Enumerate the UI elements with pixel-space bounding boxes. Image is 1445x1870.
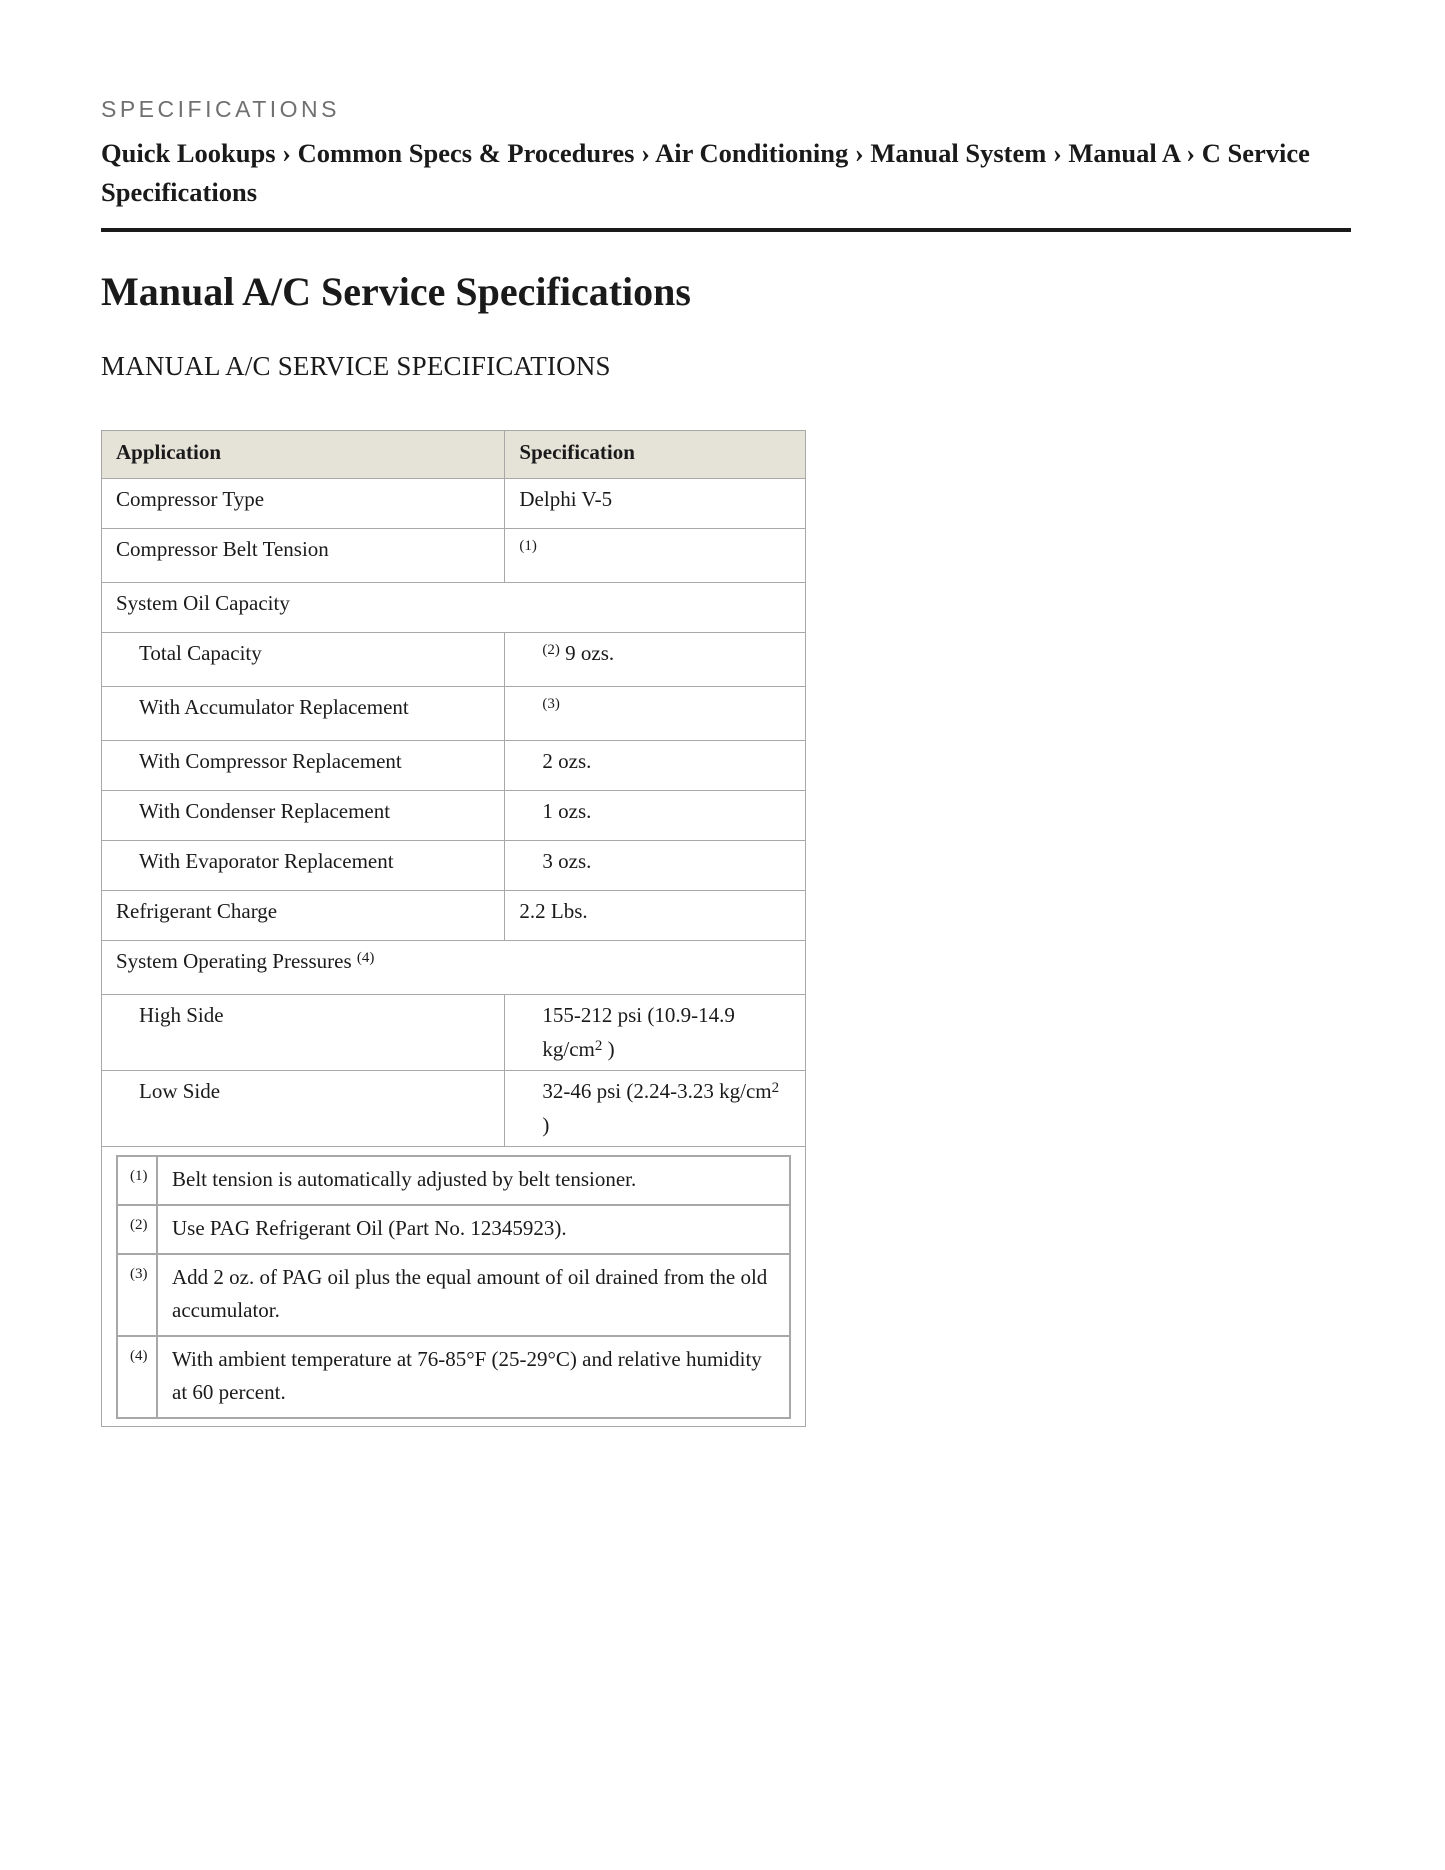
row-label [102, 941, 806, 995]
exponent: 2 [771, 1080, 780, 1096]
footnote-item [117, 1254, 790, 1336]
footnote-text: With ambient temperature at 76-85°F (25-29°C) and relative humidity at 60 percent. [157, 1336, 790, 1418]
value-text: ) [602, 1037, 615, 1061]
row-label: With Evaporator Replacement [102, 841, 505, 891]
breadcrumb-item-air-conditioning[interactable]: Air Conditioning [655, 138, 849, 168]
footnote-mark: (3) [117, 1254, 157, 1336]
label-text: System Operating Pressures [116, 949, 352, 973]
footnote-text: Belt tension is automatically adjusted by belt tensioner. [157, 1156, 790, 1205]
row-label: Total Capacity [102, 633, 505, 687]
row-value [505, 995, 806, 1071]
footnote-ref[interactable]: (3) [542, 696, 560, 712]
footnote-mark: (4) [117, 1336, 157, 1418]
section-title: MANUAL A/C SERVICE SPECIFICATIONS [101, 351, 611, 381]
table-row [102, 479, 806, 529]
row-value [505, 687, 806, 741]
row-label: With Accumulator Replacement [102, 687, 505, 741]
column-header-specification: Specification [505, 431, 806, 479]
footnote-mark: (2) [117, 1205, 157, 1254]
spec-table [101, 430, 806, 1427]
row-label: With Compressor Replacement [102, 741, 505, 791]
row-label: Low Side [102, 1071, 505, 1147]
value-text: 32-46 psi (2.24-3.23 kg/cm [542, 1079, 772, 1103]
column-header-application: Application [102, 431, 505, 479]
table-row [102, 633, 806, 687]
breadcrumb-separator: › [282, 138, 298, 168]
footnotes-table [116, 1155, 791, 1419]
footnote-text: Add 2 oz. of PAG oil plus the equal amount of oil drained from the old accumulator. [157, 1254, 790, 1336]
footnotes-row [102, 1147, 806, 1427]
breadcrumb-item-common-specs[interactable]: Common Specs & Procedures [297, 138, 635, 168]
row-label: System Oil Capacity [102, 583, 806, 633]
table-row [102, 741, 806, 791]
value-text: ) [542, 1113, 550, 1137]
row-value: 2.2 Lbs. [505, 891, 806, 941]
row-label: Refrigerant Charge [102, 891, 505, 941]
table-row [102, 1071, 806, 1147]
row-value: 2 ozs. [505, 741, 806, 791]
breadcrumb-item-manual-system[interactable]: Manual System [870, 138, 1047, 168]
footnotes-cell [102, 1147, 806, 1427]
row-value [505, 633, 806, 687]
section-eyebrow: SPECIFICATIONS [101, 96, 340, 122]
page-title: Manual A/C Service Specifications [101, 269, 691, 314]
value-text: 155-212 psi (10.9-14.9 kg/cm [542, 1003, 735, 1061]
breadcrumb-separator: › [854, 138, 871, 168]
row-value: Delphi V-5 [505, 479, 806, 529]
row-label: Compressor Type [102, 479, 505, 529]
footnote-item [117, 1205, 790, 1254]
exponent: 2 [594, 1038, 603, 1054]
footnote-text: Use PAG Refrigerant Oil (Part No. 12345923). [157, 1205, 790, 1254]
breadcrumb-item-manual-a[interactable]: Manual A [1068, 138, 1180, 168]
row-value: 1 ozs. [505, 791, 806, 841]
breadcrumb-separator: › [1052, 138, 1069, 168]
table-header-row [102, 431, 806, 479]
footnote-ref[interactable]: (1) [519, 538, 537, 554]
table-row [102, 995, 806, 1071]
footnote-ref[interactable]: (2) [542, 642, 560, 658]
row-value [505, 1071, 806, 1147]
value-text: 9 ozs. [565, 641, 615, 665]
row-label: High Side [102, 995, 505, 1071]
breadcrumb-separator: › [641, 138, 656, 168]
table-row [102, 791, 806, 841]
row-value [505, 529, 806, 583]
row-value: 3 ozs. [505, 841, 806, 891]
breadcrumb-item-c-service-specifications: C Service Specifications [101, 138, 1310, 207]
table-row-group-heading [102, 941, 806, 995]
breadcrumb-separator: › [1186, 138, 1202, 168]
row-label: With Condenser Replacement [102, 791, 505, 841]
table-row [102, 891, 806, 941]
header-divider [101, 228, 1351, 232]
breadcrumb [101, 134, 1351, 212]
footnote-item [117, 1156, 790, 1205]
footnote-ref[interactable]: (4) [356, 950, 375, 966]
breadcrumb-item-quick-lookups[interactable]: Quick Lookups [101, 138, 276, 168]
table-row [102, 529, 806, 583]
table-row-group-heading [102, 583, 806, 633]
table-row [102, 841, 806, 891]
row-label: Compressor Belt Tension [102, 529, 505, 583]
table-row [102, 687, 806, 741]
footnote-item [117, 1336, 790, 1418]
footnote-mark: (1) [117, 1156, 157, 1205]
